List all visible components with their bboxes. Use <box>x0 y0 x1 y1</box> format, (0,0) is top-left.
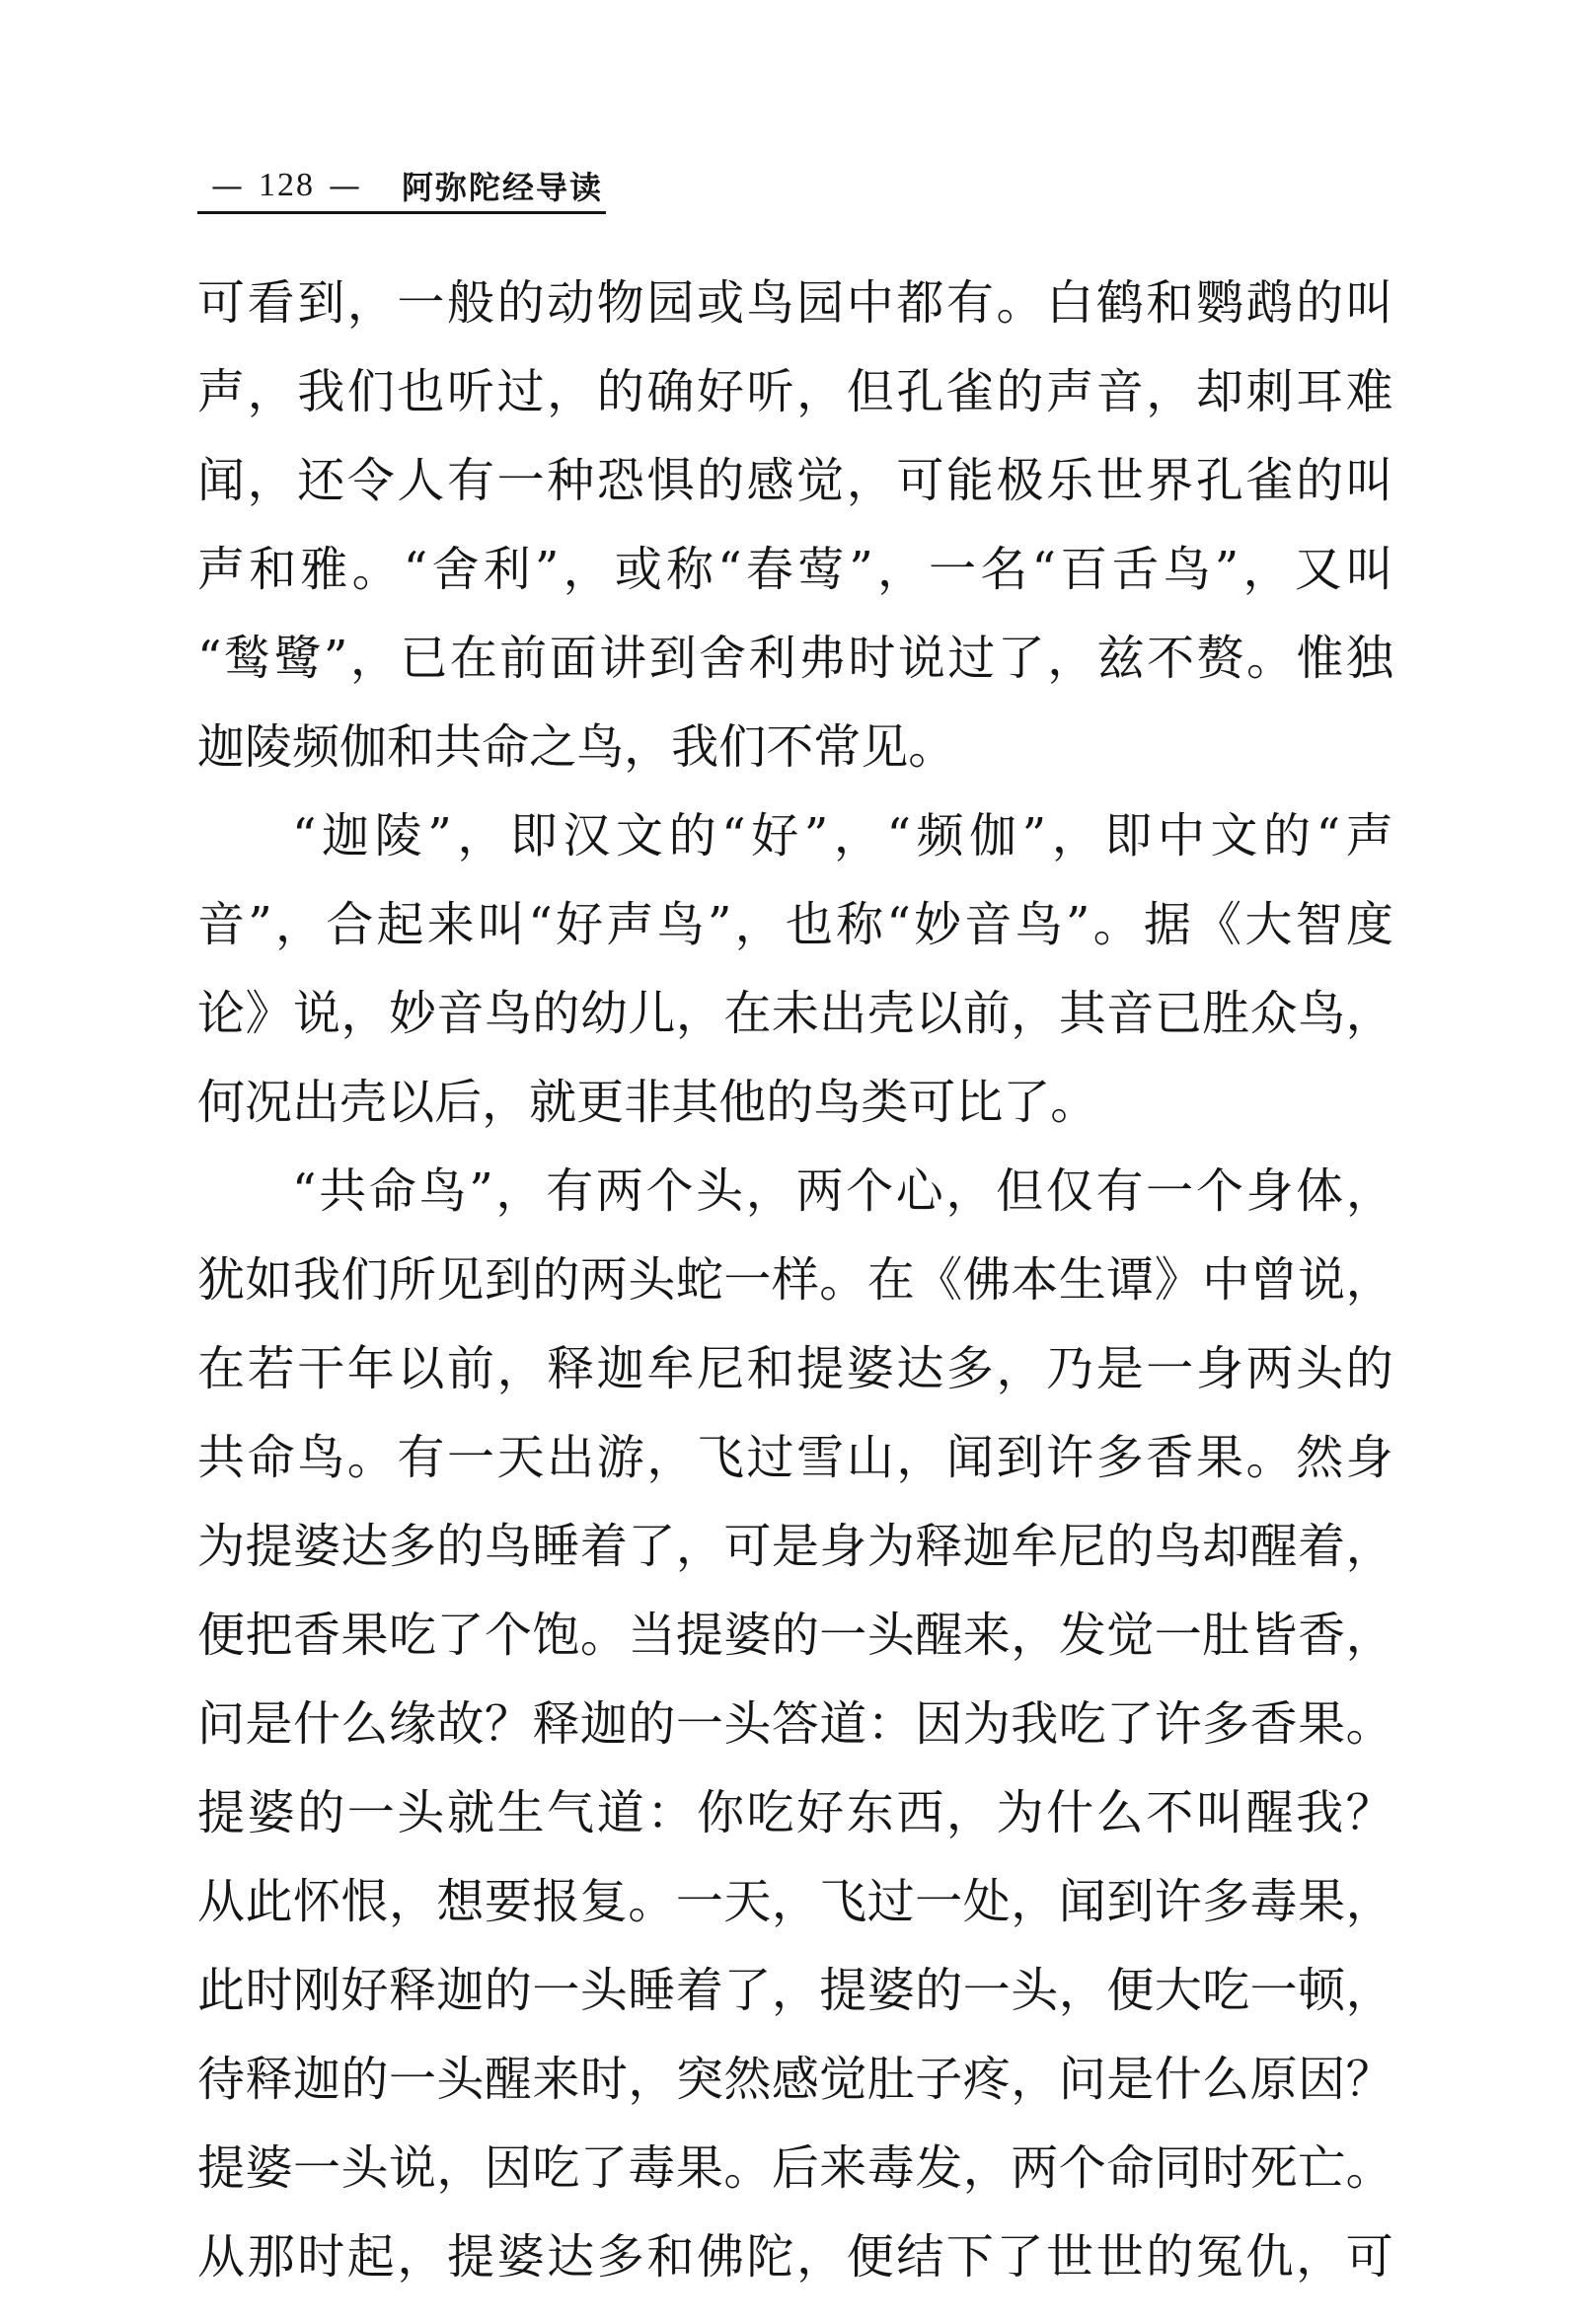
text-line: 此 时 刚 好 释 迦 的 一 头 睡 着 了 ， 提 婆 的 一 头 ， 便 大 吃 一 顿 ， <box>197 1963 1393 2018</box>
text-line: “ 迦 陵 ” ， 即 汉 文 的 “ 好 ” ， “ 频 伽 ” ， 即 中 文 的 “ 声 <box>292 808 1393 863</box>
text-line: 音 ” ， 合 起 来 叫 “ 好 声 鸟 ” ， 也 称 “ 妙 音 鸟 ” 。 据 《 大 智 度 <box>197 897 1393 952</box>
page-number: 128 <box>259 167 315 203</box>
text-line: 迦 陵 频 伽 和 共 命 之 鸟 ， 我 们 不 常 见 。 <box>197 719 956 775</box>
header-dash-left: — <box>211 167 245 204</box>
text-line: 问 是 什 么 缘 故 ？ 释 迦 的 一 头 答 道 ： 因 为 我 吃 了 许 多 香 果 。 <box>197 1696 1393 1752</box>
text-line: 待 释 迦 的 一 头 醒 来 时 ， 突 然 感 觉 肚 子 疼 ， 问 是 什 么 原 因 ？ <box>197 2052 1393 2107</box>
text-line: 声 ， 我 们 也 听 过 ， 的 确 好 听 ， 但 孔 雀 的 声 音 ， 却 刺 耳 难 <box>197 364 1393 419</box>
text-line: 提 婆 一 头 说 ， 因 吃 了 毒 果 。 后 来 毒 发 ， 两 个 命 同 时 死 亡 。 <box>197 2140 1393 2196</box>
book-title: 阿弥陀经导读 <box>402 169 604 206</box>
text-line: 从 此 怀 恨 ， 想 要 报 复 。 一 天 ， 飞 过 一 处 ， 闻 到 许 多 毒 果 ， <box>197 1874 1393 1929</box>
running-header <box>197 164 603 207</box>
text-line: 为 提 婆 达 多 的 鸟 睡 着 了 ， 可 是 身 为 释 迦 牟 尼 的 鸟 却 醒 着 ， <box>197 1519 1393 1574</box>
text-line: 犹 如 我 们 所 见 到 的 两 头 蛇 一 样 。 在 《 佛 本 生 谭 》 中 曾 说 ， <box>197 1252 1393 1308</box>
body-text <box>197 259 1393 2301</box>
text-line: 闻 ， 还 令 人 有 一 种 恐 惧 的 感 觉 ， 可 能 极 乐 世 界 孔 雀 的 叫 <box>197 453 1393 508</box>
header-dash-right: — <box>329 167 362 204</box>
text-line: 在 若 干 年 以 前 ， 释 迦 牟 尼 和 提 婆 达 多 ， 乃 是 一 身 两 头 的 <box>197 1341 1393 1396</box>
text-line: 何 况 出 壳 以 后 ， 就 更 非 其 他 的 鸟 类 可 比 了 。 <box>197 1075 1098 1130</box>
text-line: 从 那 时 起 ， 提 婆 达 多 和 佛 陀 ， 便 结 下 了 世 世 的 冤 仇 ， 可 <box>197 2229 1393 2285</box>
text-line: 论 》 说 ， 妙 音 鸟 的 幼 儿 ， 在 未 出 壳 以 前 ， 其 音 已 胜 众 鸟 ， <box>197 986 1393 1041</box>
text-line: 共 命 鸟 。 有 一 天 出 游 ， 飞 过 雪 山 ， 闻 到 许 多 香 果 。 然 身 <box>197 1430 1393 1485</box>
text-line: 声 和 雅 。 “ 舍 利 ” ， 或 称 “ 春 莺 ” ， 一 名 “ 百 舌 鸟 ” ， 又 叫 <box>197 542 1393 597</box>
text-line: “ 鹙 鹭 ” ， 已 在 前 面 讲 到 舍 利 弗 时 说 过 了 ， 兹 不 赘 。 惟 独 <box>197 631 1393 686</box>
text-line: 提 婆 的 一 头 就 生 气 道 ： 你 吃 好 东 西 ， 为 什 么 不 叫 醒 我 ？ <box>197 1785 1393 1840</box>
text-line: 可 看 到 ， 一 般 的 动 物 园 或 鸟 园 中 都 有 。 白 鹤 和 鹦 鹉 的 叫 <box>197 275 1393 331</box>
header-rule <box>197 211 606 214</box>
text-line: “ 共 命 鸟 ” ， 有 两 个 头 ， 两 个 心 ， 但 仅 有 一 个 身 体 ， <box>292 1163 1393 1219</box>
text-line: 便 把 香 果 吃 了 个 饱 。 当 提 婆 的 一 头 醒 来 ， 发 觉 一 肚 皆 香 ， <box>197 1608 1393 1663</box>
